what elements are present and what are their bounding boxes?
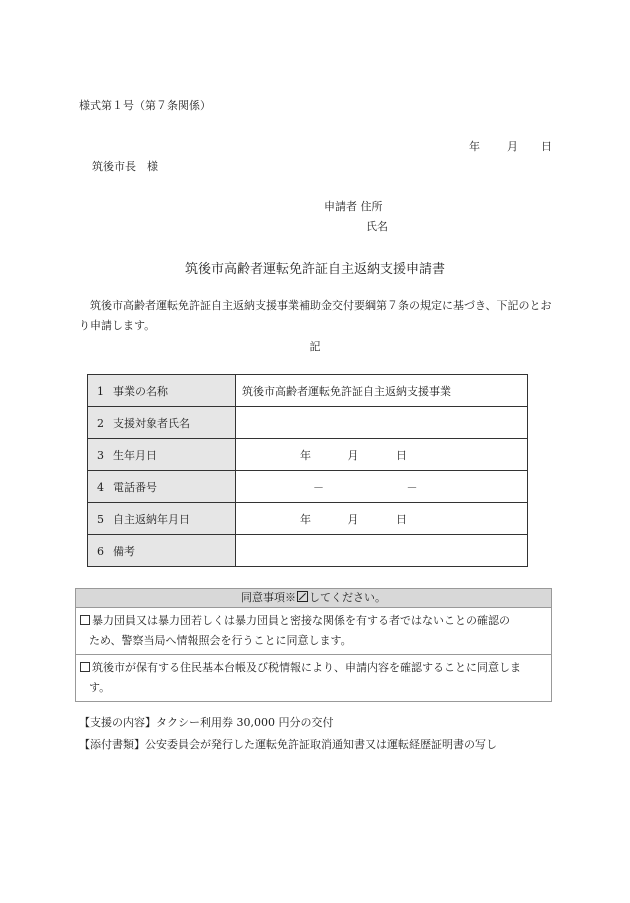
attachment-text: 公安委員会が発行した運転免許証取消通知書又は運転経歴証明書の写し	[145, 738, 497, 751]
table-row	[88, 407, 528, 439]
phone-dash: －	[406, 480, 418, 494]
form-number: 様式第１号（第７条関係）	[79, 99, 211, 112]
support-line	[79, 714, 333, 730]
consent-text: 筑後市が保有する住民基本台帳及び税情報により、申請内容を確認することに同意しま	[92, 661, 521, 674]
row-label	[88, 439, 236, 471]
attachment-label: 【添付書類】	[79, 738, 145, 751]
application-table	[87, 374, 528, 567]
date-year-label: 年	[469, 140, 480, 153]
consent-checkbox[interactable]	[80, 615, 90, 625]
row-number: 4	[97, 480, 104, 494]
address-label: 住所	[360, 200, 383, 213]
target-name-field[interactable]	[236, 407, 528, 439]
consent-header-text: 同意事項※	[241, 591, 296, 604]
table-row	[88, 375, 528, 407]
consent-box	[75, 588, 552, 702]
birth-month-unit: 月	[347, 448, 359, 462]
phone-dash: －	[313, 480, 324, 494]
addressee: 筑後市長 様	[92, 160, 158, 173]
table-row	[88, 535, 528, 567]
date-day-label: 日	[541, 140, 552, 153]
birth-year-unit: 年	[300, 448, 311, 462]
return-month-unit: 月	[347, 512, 359, 526]
document-title: 筑後市高齢者運転免許証自主返納支援申請書	[184, 262, 445, 277]
row-label	[88, 503, 236, 535]
checked-box-icon	[297, 591, 308, 602]
consent-checkbox[interactable]	[80, 662, 90, 672]
row-label-text: 電話番号	[113, 480, 157, 494]
return-day-unit: 日	[396, 512, 407, 526]
row-number: 1	[97, 384, 104, 398]
table-row	[88, 471, 528, 503]
birth-day-unit: 日	[396, 448, 407, 462]
date-month-label: 月	[507, 140, 518, 153]
applicant-label: 申請者	[324, 200, 357, 213]
return-year-unit: 年	[300, 512, 311, 526]
consent-header-text-end: してください。	[309, 591, 386, 604]
row-label-text: 事業の名称	[113, 384, 168, 398]
consent-item-records	[76, 654, 551, 701]
return-date-field[interactable]	[236, 503, 528, 535]
project-name-value: 筑後市高齢者運転免許証自主返納支援事業	[236, 375, 528, 407]
table-row	[88, 439, 528, 471]
remarks-field[interactable]	[236, 535, 528, 567]
row-label-text: 生年月日	[113, 448, 157, 462]
row-label-text: 自主返納年月日	[113, 512, 190, 526]
consent-text-cont: ため、警察当局へ情報照会を行うことに同意します。	[89, 634, 352, 647]
row-number: 5	[97, 512, 104, 526]
consent-header	[76, 589, 551, 608]
consent-text: 暴力団員又は暴力団若しくは暴力団員と密接な関係を有する者ではないことの確認の	[92, 614, 510, 627]
name-label: 氏名	[366, 220, 388, 233]
row-label	[88, 471, 236, 503]
support-label: 【支援の内容】	[79, 716, 156, 729]
row-label-text: 備考	[113, 544, 135, 558]
row-label	[88, 407, 236, 439]
applicant-address-line	[324, 198, 383, 214]
row-label-text: 支援対象者氏名	[113, 416, 190, 430]
row-number: 3	[97, 448, 104, 462]
consent-text-cont: す。	[89, 681, 111, 694]
consent-item-police	[76, 608, 551, 654]
birth-date-field[interactable]	[236, 439, 528, 471]
row-number: 2	[97, 416, 104, 430]
table-row	[88, 503, 528, 535]
row-label	[88, 535, 236, 567]
support-text: タクシー利用券 30,000 円分の交付	[156, 716, 334, 729]
row-label	[88, 375, 236, 407]
ki-heading: 記	[309, 340, 321, 353]
attachment-line	[79, 736, 497, 752]
phone-number-field[interactable]	[236, 471, 528, 503]
body-text: 筑後市高齢者運転免許証自主返納支援事業補助金交付要綱第７条の規定に基づき、下記のとおり申請します。	[79, 299, 552, 332]
row-number: 6	[97, 544, 104, 558]
